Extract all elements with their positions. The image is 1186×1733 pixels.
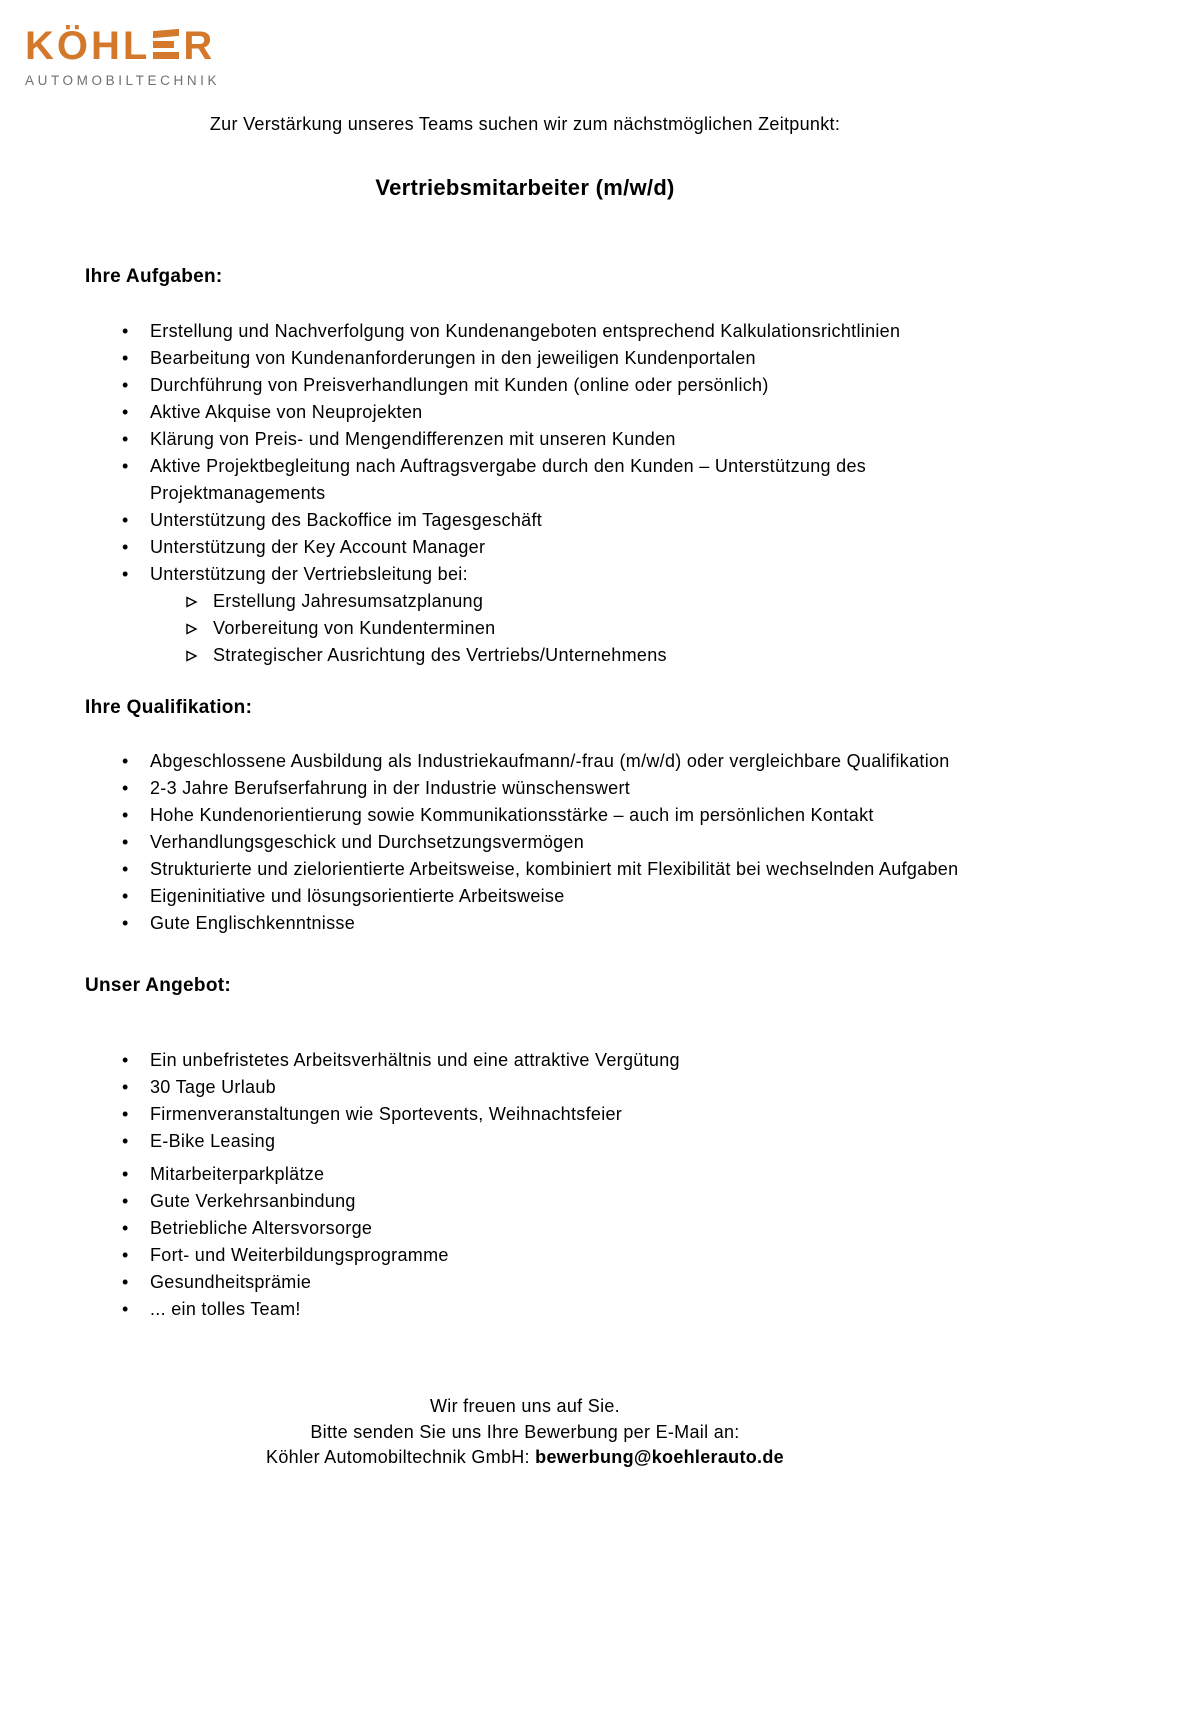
bullet-marker-icon: • xyxy=(122,751,129,771)
bullet-item xyxy=(85,1047,1030,1074)
brand-stylized-e-icon xyxy=(153,30,179,59)
sub-bullet-list xyxy=(150,588,1030,669)
bullet-marker-icon: • xyxy=(122,805,129,825)
bullet-item xyxy=(85,534,1030,561)
bullet-item xyxy=(85,399,1030,426)
bullet-marker-icon: • xyxy=(122,1164,129,1184)
bullet-marker-icon: • xyxy=(122,510,129,530)
bullet-text: Aktive Akquise von Neuprojekten xyxy=(150,402,423,422)
company-name: Köhler Automobiltechnik GmbH: xyxy=(266,1447,536,1467)
bullet-text: ... ein tolles Team! xyxy=(150,1299,301,1319)
bullet-marker-icon: • xyxy=(122,1191,129,1211)
bullet-marker-icon: • xyxy=(122,1077,129,1097)
job-section xyxy=(85,697,1186,937)
closing-line-2: Bitte senden Sie uns Ihre Bewerbung per E-Mail an: xyxy=(310,1421,740,1442)
bullet-item xyxy=(85,426,1030,453)
bullet-list xyxy=(85,748,1186,937)
bullet-text: Unterstützung der Key Account Manager xyxy=(150,537,486,557)
bullet-marker-icon: • xyxy=(122,402,129,422)
bullet-text: Betriebliche Altersvorsorge xyxy=(150,1218,373,1238)
bullet-marker-icon: • xyxy=(122,321,129,341)
bullet-item xyxy=(85,883,1030,910)
brand-text-suffix: R xyxy=(183,24,216,68)
bullet-marker-icon: • xyxy=(122,1131,129,1151)
bullet-item xyxy=(85,507,1030,534)
bullet-text: Verhandlungsgeschick und Durchsetzungsvermögen xyxy=(150,832,585,852)
bullet-item xyxy=(85,318,1030,345)
bullet-marker-icon: • xyxy=(122,913,129,933)
bullet-text: Hohe Kundenorientierung sowie Kommunikationsstärke – auch im persönlichen Kontakt xyxy=(150,805,874,825)
bullet-text: Bearbeitung von Kundenanforderungen in den jeweiligen Kundenportalen xyxy=(150,348,756,368)
bullet-text: E-Bike Leasing xyxy=(150,1131,276,1151)
bullet-item xyxy=(85,1242,1030,1269)
bullet-item xyxy=(85,345,1030,372)
bullet-marker-icon: • xyxy=(122,1245,129,1265)
closing-line-3 xyxy=(85,1445,965,1471)
bullet-text: Abgeschlossene Ausbildung als Industriekaufmann/-frau (m/w/d) oder vergleichbare Qualifikation xyxy=(150,751,950,771)
bullet-item xyxy=(85,1074,1030,1101)
bullet-list xyxy=(85,1047,1186,1323)
sub-bullet-text: Strategischer Ausrichtung des Vertriebs/Unternehmens xyxy=(213,645,667,665)
bullet-text: Unterstützung der Vertriebsleitung bei: xyxy=(150,564,468,584)
bullet-marker-icon: • xyxy=(122,1299,129,1319)
closing-block xyxy=(85,1394,965,1471)
bullet-marker-icon: • xyxy=(122,1218,129,1238)
job-section xyxy=(85,266,1186,669)
bullet-text: Ein unbefristetes Arbeitsverhältnis und eine attraktive Vergütung xyxy=(150,1050,680,1070)
bullet-text: Mitarbeiterparkplätze xyxy=(150,1164,325,1184)
section-heading: Unser Angebot: xyxy=(85,975,231,996)
bullet-text: Eigeninitiative und lösungsorientierte Arbeitsweise xyxy=(150,886,565,906)
bullet-marker-icon: • xyxy=(122,537,129,557)
arrowhead-right-icon xyxy=(185,615,198,642)
application-email: bewerbung@koehlerauto.de xyxy=(535,1447,784,1467)
bullet-text: Durchführung von Preisverhandlungen mit Kunden (online oder persönlich) xyxy=(150,375,769,395)
bullet-item xyxy=(85,748,1030,775)
brand-subtitle: AUTOMOBILTECHNIK xyxy=(25,73,221,88)
bullet-item xyxy=(85,910,1030,937)
bullet-text: Klärung von Preis- und Mengendifferenzen mit unseren Kunden xyxy=(150,429,676,449)
brand-text-prefix: KÖHL xyxy=(25,24,151,68)
intro-line: Zur Verstärkung unseres Teams suchen wir zum nächstmöglichen Zeitpunkt: xyxy=(209,114,841,134)
bullet-item xyxy=(85,372,1030,399)
sub-bullet-item xyxy=(150,588,1013,615)
bullet-item xyxy=(85,1128,1030,1155)
section-heading: Ihre Aufgaben: xyxy=(85,266,223,287)
bullet-marker-icon: • xyxy=(122,564,129,584)
bullet-text: Firmenveranstaltungen wie Sportevents, Weihnachtsfeier xyxy=(150,1104,623,1124)
bullet-list xyxy=(85,318,1186,669)
sub-bullet-text: Erstellung Jahresumsatzplanung xyxy=(213,591,484,611)
bullet-item xyxy=(85,1215,1030,1242)
bullet-item xyxy=(85,453,1030,507)
sections-container xyxy=(85,266,1186,1323)
bullet-text: Erstellung und Nachverfolgung von Kundenangeboten entsprechend Kalkulationsrichtlinien xyxy=(150,321,901,341)
bullet-item xyxy=(85,1161,1030,1188)
arrowhead-right-icon xyxy=(185,588,198,615)
closing-line-1: Wir freuen uns auf Sie. xyxy=(430,1396,620,1416)
company-logo xyxy=(0,0,1186,88)
bullet-text: Aktive Projektbegleitung nach Auftragsvergabe durch den Kunden – Unterstützung des Projektmanagements xyxy=(150,456,867,503)
bullet-text: Fort- und Weiterbildungsprogramme xyxy=(150,1245,449,1265)
bullet-text: Gute Englischkenntnisse xyxy=(150,913,356,933)
bullet-marker-icon: • xyxy=(122,348,129,368)
job-section xyxy=(85,975,1186,1323)
bullet-marker-icon: • xyxy=(122,859,129,879)
bullet-item xyxy=(85,1296,1030,1323)
bullet-marker-icon: • xyxy=(122,456,129,476)
bullet-text: Strukturierte und zielorientierte Arbeitsweise, kombiniert mit Flexibilität bei wechselnden Aufgaben xyxy=(150,859,959,879)
bullet-text: Gute Verkehrsanbindung xyxy=(150,1191,356,1211)
bullet-text: 2-3 Jahre Berufserfahrung in der Industrie wünschenswert xyxy=(150,778,631,798)
bullet-marker-icon: • xyxy=(122,1050,129,1070)
bullet-item xyxy=(85,856,1030,883)
bullet-item xyxy=(85,829,1030,856)
bullet-text: Unterstützung des Backoffice im Tagesgeschäft xyxy=(150,510,543,530)
sub-bullet-item xyxy=(150,615,1013,642)
bullet-marker-icon: • xyxy=(122,1272,129,1292)
sub-bullet-text: Vorbereitung von Kundenterminen xyxy=(213,618,496,638)
bullet-marker-icon: • xyxy=(122,375,129,395)
bullet-item xyxy=(85,802,1030,829)
bullet-item xyxy=(85,561,1030,669)
bullet-item xyxy=(85,1188,1030,1215)
section-heading: Ihre Qualifikation: xyxy=(85,697,253,718)
bullet-marker-icon: • xyxy=(122,832,129,852)
bullet-marker-icon: • xyxy=(122,886,129,906)
job-title: Vertriebsmitarbeiter (m/w/d) xyxy=(375,175,675,200)
bullet-text: Gesundheitsprämie xyxy=(150,1272,312,1292)
bullet-marker-icon: • xyxy=(122,778,129,798)
bullet-item xyxy=(85,1101,1030,1128)
bullet-marker-icon: • xyxy=(122,1104,129,1124)
sub-bullet-item xyxy=(150,642,1013,669)
brand-wordmark xyxy=(25,26,1186,66)
bullet-item xyxy=(85,775,1030,802)
bullet-item xyxy=(85,1269,1030,1296)
bullet-text: 30 Tage Urlaub xyxy=(150,1077,276,1097)
bullet-marker-icon: • xyxy=(122,429,129,449)
arrowhead-right-icon xyxy=(185,642,198,669)
